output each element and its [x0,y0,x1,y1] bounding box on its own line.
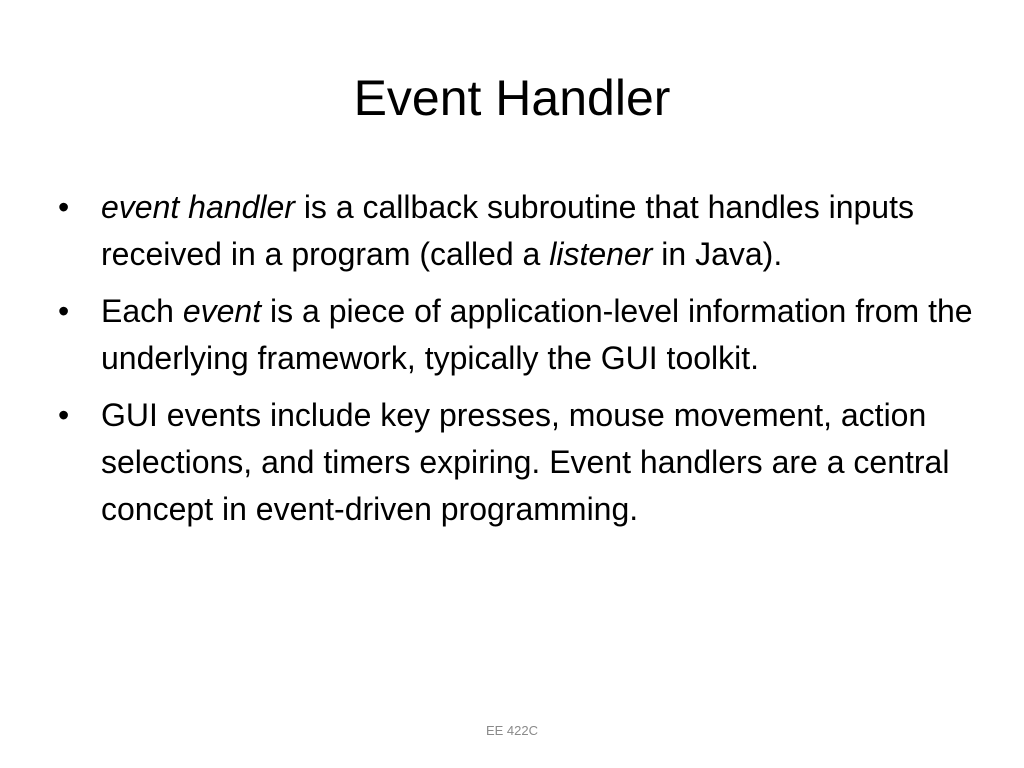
bullet-text: Each [101,293,183,329]
bullet-item-3 [58,392,978,533]
bullet-marker: • [58,189,70,225]
bullet-list [58,184,978,543]
term-listener: listener [549,236,653,272]
term-event-handler: event handler [101,189,295,225]
bullet-text: in Java). [652,236,783,272]
slide-title: Event Handler [353,70,671,126]
bullet-text: is a callback subroutine that handles inputs received in a program (called a [101,189,914,272]
bullet-marker: • [58,397,70,433]
bullet-marker: • [58,293,70,329]
slide-footer: EE 422C [485,723,539,738]
bullet-text: is a piece of application-level information from the underlying framework, typically the GUI toolkit. [101,293,973,376]
bullet-item-2 [58,288,978,382]
bullet-text: GUI events include key presses, mouse movement, action selections, and timers expiring. Event handlers are a central concept in event-driven programming. [101,397,950,527]
term-event: event [182,293,262,329]
bullet-item-1 [58,184,978,278]
